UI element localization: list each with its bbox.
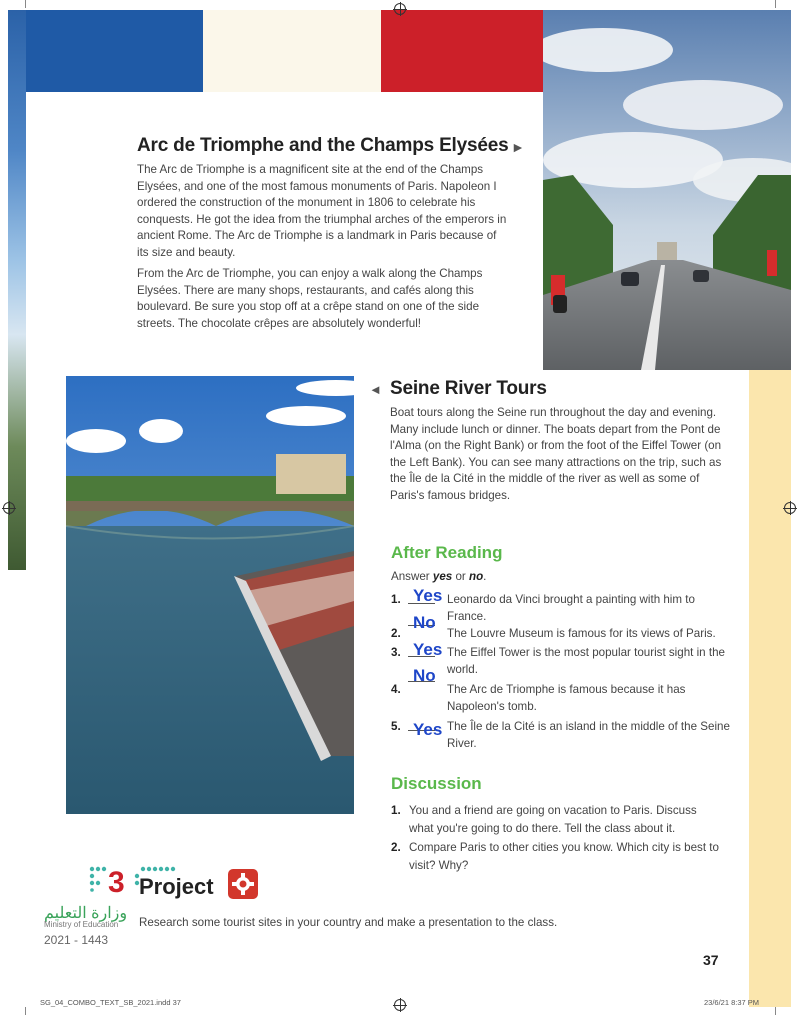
- seine-river-photo: [66, 376, 354, 814]
- trim-mark: [25, 0, 26, 8]
- trim-mark: [775, 0, 776, 8]
- page-number: 37: [703, 952, 719, 968]
- project-number: 3: [108, 866, 125, 899]
- ministry-english-name: Ministry of Education: [44, 920, 119, 929]
- section2-paragraph: Boat tours along the Seine run throughout the day and evening. Many include lunch or dinner. The boats depart from the Pont de l'Alma (on the Right Bank) or from the foot of the Eiffel Tower (on the Left Bank). You can see many attractions on the trip, such as the Île de la Cité in the middle of the river as well as some of Paris's famous bridges.: [390, 406, 722, 502]
- answer-no: No: [413, 613, 436, 632]
- after-reading-heading: After Reading: [391, 543, 503, 562]
- left-photo-strip: [8, 10, 26, 570]
- section1-paragraph-2: From the Arc de Triomphe, you can enjoy a walk along the Champs Elysées. There are many shops, restaurants, and cafés along this boulevard. Be sure you stop off at a crêpe stand on one of the side streets. The chocolate crêpes are absolutely wonderful!: [137, 267, 483, 330]
- flag-stripe-white: [203, 10, 381, 92]
- arrow-right-icon: ►: [511, 139, 525, 155]
- footer-date: 23/6/21 8:37 PM: [704, 998, 760, 1007]
- trim-mark: [25, 1007, 26, 1015]
- answer-no: No: [413, 666, 436, 685]
- champs-elysees-photo: [543, 10, 791, 370]
- flag-stripe-red: [381, 10, 543, 92]
- registration-mark-icon: [784, 502, 796, 514]
- project-heading: Project: [139, 874, 214, 899]
- flag-stripe-blue: [25, 10, 203, 92]
- right-color-band: [749, 370, 791, 1007]
- ministry-arabic-name: وزارة التعليم: [44, 905, 128, 922]
- section1-paragraph-1: The Arc de Triomphe is a magnificent site at the end of the Champs Elysées, and one of the most famous monuments of Paris. Napoleon I ordered the construction of the monument in 1806 to celebrate his conquests. He got the idea from the triumphal arches of the emperors in ancient Rome. The Arc de Triomphe is a landmark in Paris because of its size and beauty.: [137, 163, 507, 259]
- answer-yes: Yes: [413, 586, 443, 605]
- arrow-left-icon: ◄: [369, 382, 382, 397]
- answer-yes: Yes: [413, 720, 443, 739]
- project-description: Research some tourist sites in your country and make a presentation to the class.: [139, 916, 558, 929]
- registration-mark-icon: [394, 999, 406, 1011]
- section-title-seine-river-tours: Seine River Tours: [390, 378, 547, 399]
- gear-icon: [228, 869, 258, 899]
- registration-mark-icon: [3, 502, 15, 514]
- trim-mark: [775, 1007, 776, 1015]
- after-reading-instruction: Answer yes or no.: [391, 570, 487, 583]
- footer-file-name: SG_04_COMBO_TEXT_SB_2021.indd 37: [40, 998, 181, 1007]
- answer-yes: Yes: [413, 640, 443, 659]
- ministry-year: 2021 - 1443: [44, 933, 109, 947]
- registration-mark-icon: [394, 3, 406, 15]
- discussion-heading: Discussion: [391, 774, 482, 793]
- section-title-arc-de-triomphe: Arc de Triomphe and the Champs Elysées: [137, 135, 509, 156]
